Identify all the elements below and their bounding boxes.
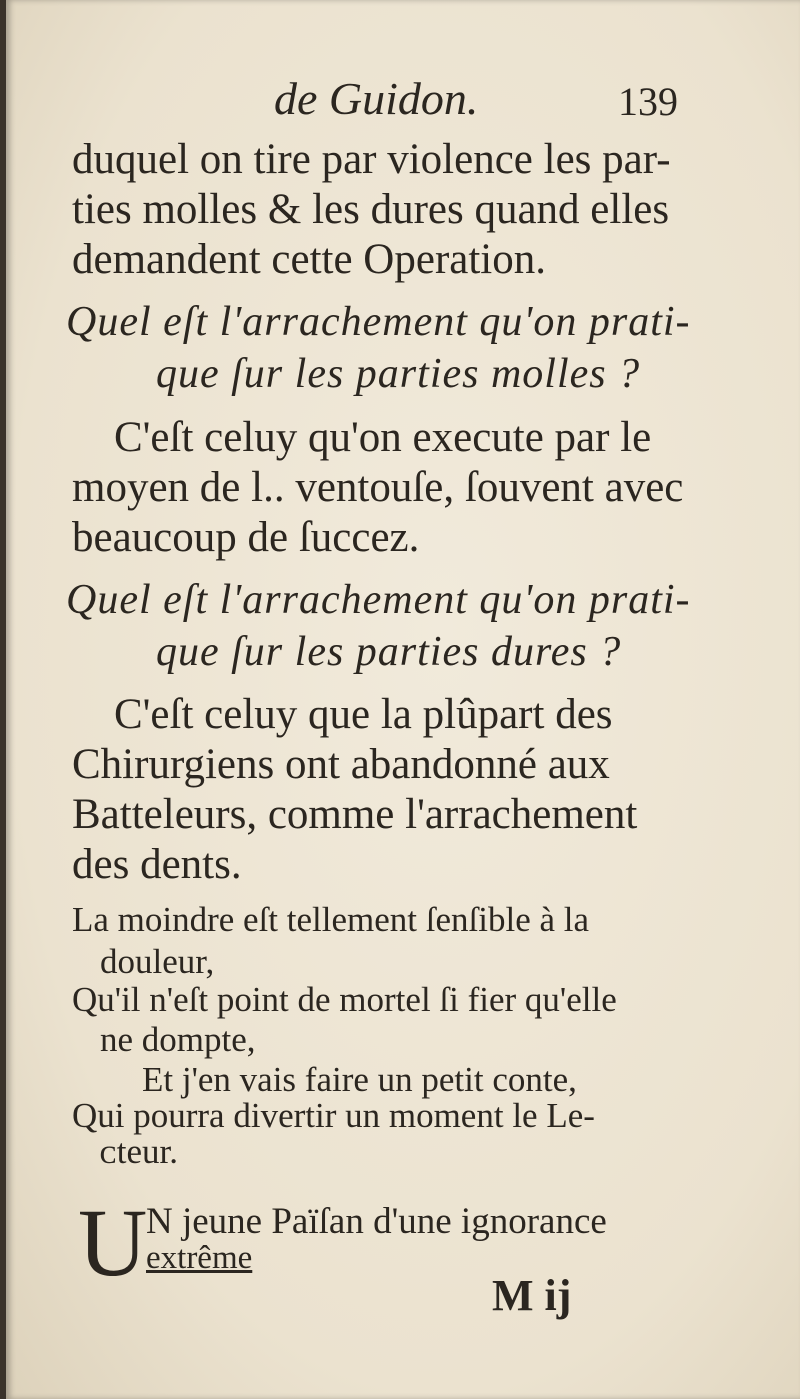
verse-line: Et j'en vais faire un petit conte, bbox=[142, 1060, 577, 1099]
text-line: demandent cette Operation. bbox=[72, 236, 546, 283]
verse-line: La moindre eſt tellement ſenſible à la bbox=[72, 900, 590, 939]
verse-line: douleur, bbox=[100, 942, 215, 981]
answer-line: C'eſt celuy qu'on execute par le bbox=[114, 414, 652, 461]
page-number: 139 bbox=[618, 79, 678, 124]
answer-line: beaucoup de ſuccez. bbox=[72, 514, 420, 561]
answer-line: C'eſt celuy que la plûpart des bbox=[114, 691, 613, 738]
answer-line: Batteleurs, comme l'arrachement bbox=[72, 791, 638, 838]
question-line: Quel eſt l'arrachement qu'on prati- bbox=[66, 299, 691, 345]
text-line: ties molles & les dures quand elles bbox=[72, 186, 670, 233]
answer-line: des dents. bbox=[72, 841, 242, 888]
final-line: extrême bbox=[146, 1240, 253, 1276]
book-page bbox=[6, 0, 800, 1399]
verse-line: Qu'il n'eſt point de mortel ſi fier qu'elle bbox=[72, 980, 617, 1019]
question-line: Quel eſt l'arrachement qu'on prati- bbox=[66, 577, 691, 623]
answer-line: Chirurgiens ont abandonné aux bbox=[72, 741, 610, 788]
answer-line: moyen de l.. ventouſe, ſouvent avec bbox=[72, 464, 684, 511]
final-line: N jeune Païſan d'une ignorance bbox=[146, 1201, 607, 1242]
running-head-title: de Guidon. bbox=[274, 73, 479, 124]
verse-line: ᴄteur. bbox=[100, 1132, 178, 1171]
text-line: duquel on tire par violence les par- bbox=[72, 136, 671, 183]
drop-cap: U bbox=[78, 1189, 148, 1296]
signature-mark: M ij bbox=[492, 1271, 572, 1320]
question-line: que ſur les parties molles ? bbox=[156, 351, 641, 397]
question-line: que ſur les parties dures ? bbox=[156, 629, 622, 675]
verse-line: ne dompte, bbox=[100, 1020, 256, 1059]
verse-line: Qui pourra divertir un moment le Le- bbox=[72, 1096, 595, 1135]
